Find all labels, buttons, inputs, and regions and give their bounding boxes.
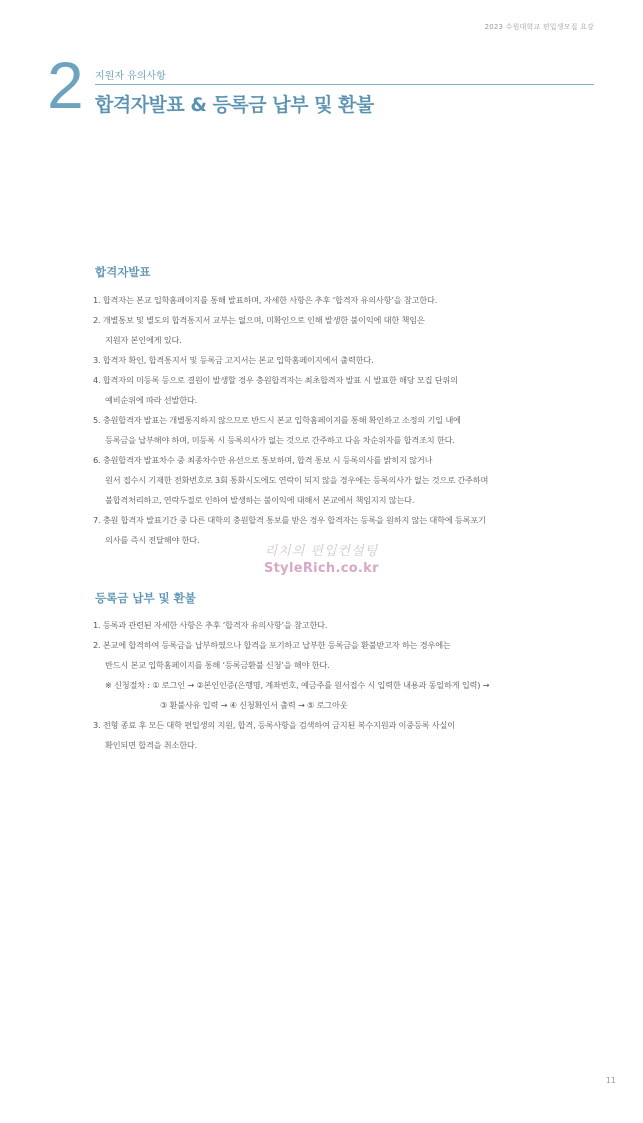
running-header: 2023 수원대학교 편입생모집 요강	[484, 23, 594, 31]
list-item: 지원자 본인에게 있다.	[105, 335, 182, 345]
watermark-bottom: StyleRich.co.kr	[264, 561, 379, 576]
list-item: 반드시 본교 입학홈페이지를 통해 ‘등록금환불 신청’을 해야 한다.	[105, 660, 330, 670]
list-item: 예비순위에 따라 선발한다.	[105, 395, 198, 405]
list-item: 5. 충원합격자 발표는 개별통지하지 않으므로 반드시 본교 입학홈페이지를 통해 확인하고 소정의 기일 내에	[93, 415, 461, 425]
section-number: 2	[47, 48, 84, 122]
watermark	[264, 540, 379, 576]
section-divider	[95, 84, 594, 85]
refund-heading: 등록금 납부 및 환불	[95, 591, 196, 605]
list-item: 등록금을 납부해야 하며, 미등록 시 등록의사가 없는 것으로 간주하고 다음 차순위자를 합격조치 한다.	[105, 435, 455, 445]
results-heading: 합격자발표	[95, 265, 151, 279]
refund-list	[93, 615, 489, 755]
watermark-top: 리치의 편입컨설팅	[264, 544, 379, 559]
list-item: ※ 신청절차 : ① 로그인 → ②본인인증(은행명, 계좌번호, 예금주를 원서접수 시 입력한 내용과 동일하게 입력) →	[105, 680, 490, 690]
page-number: 11	[605, 1076, 616, 1085]
section-subtitle: 지원자 유의사항	[95, 71, 166, 82]
section-title: 합격자발표 & 등록금 납부 및 환불	[95, 94, 374, 116]
list-item: 2. 본교에 합격하여 등록금을 납부하였으나 합격을 포기하고 납부한 등록금을 환불받고자 하는 경우에는	[93, 640, 451, 650]
list-item: 불합격처리하고, 연락두절로 인하여 발생하는 불이익에 대해서 본교에서 책임지지 않는다.	[105, 495, 415, 505]
list-item: 1. 등록과 관련된 자세한 사항은 추후 ‘합격자 유의사항’을 참고한다.	[93, 620, 328, 630]
list-item: 원서 접수시 기재한 전화번호로 3회 통화시도에도 연락이 되지 않을 경우에는 등록의사가 없는 것으로 간주하며	[105, 475, 489, 485]
list-item: 확인되면 합격을 취소한다.	[105, 740, 198, 750]
list-item: 2. 개별통보 및 별도의 합격통지서 교부는 없으며, 미확인으로 인해 발생한 불이익에 대한 책임은	[93, 315, 425, 325]
results-list	[93, 290, 488, 550]
list-item: 4. 합격자의 미등록 등으로 결원이 발생할 경우 충원합격자는 최초합격자 발표 시 발표한 해당 모집 단위의	[93, 375, 458, 385]
list-item: ③ 환불사유 입력 → ④ 신청확인서 출력 → ⑤ 로그아웃	[160, 700, 348, 710]
list-item: 7. 충원 합격자 발표기간 중 다른 대학의 충원합격 통보를 받은 경우 합격자는 등록을 원하지 않는 대학에 등록포기	[93, 515, 486, 525]
list-item: 의사를 즉시 전달해야 한다.	[105, 535, 200, 545]
list-item: 3. 전형 종료 후 모든 대학 편입생의 지원, 합격, 등록사항을 검색하여 금지된 복수지원과 이중등록 사실이	[93, 720, 455, 730]
list-item: 3. 합격자 확인, 합격통지서 및 등록금 고지서는 본교 입학홈페이지에서 출력한다.	[93, 355, 374, 365]
list-item: 1. 합격자는 본교 입학홈페이지를 통해 발표하며, 자세한 사항은 추후 ‘합격자 유의사항’을 참고한다.	[93, 295, 438, 305]
list-item: 6. 충원합격자 발표차수 중 최종차수만 유선으로 통보하며, 합격 통보 시 등록의사를 밝히지 않거나	[93, 455, 433, 465]
